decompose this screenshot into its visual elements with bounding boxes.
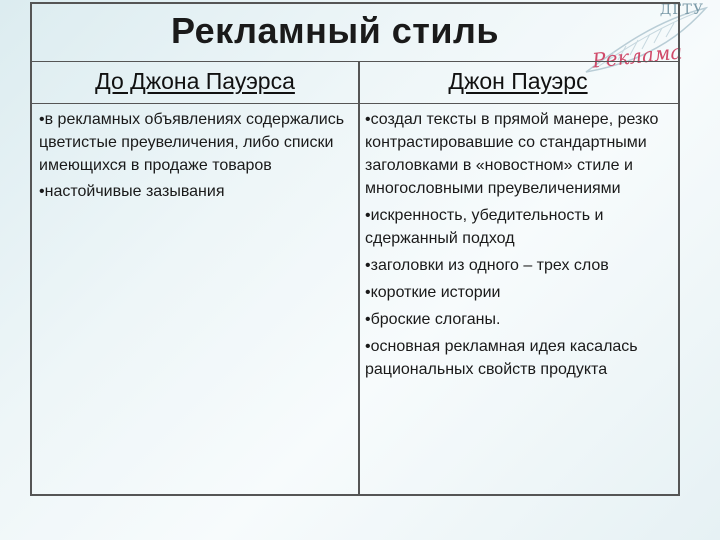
comparison-table [30, 2, 680, 496]
logo-org-text: ДГТУ [659, 2, 704, 18]
column-body-powers [365, 108, 675, 385]
slide-title: Рекламный стиль [170, 10, 500, 51]
bullet-item: •создал тексты в прямой манере, резко контрастировавшие со стандартными заголовками в «новостном» стиле и многословными преувеличениями [365, 111, 659, 197]
column-header-before-label: До Джона Пауэрса [95, 68, 295, 94]
column-header-powers-label: Джон Пауэрс [448, 68, 588, 94]
logo-brand-text: Реклама [590, 39, 684, 73]
column-header-powers [358, 68, 678, 95]
column-body-before [39, 108, 351, 206]
bullet-item: •настойчивые зазывания [39, 183, 225, 200]
bullet-item: •короткие истории [365, 284, 501, 301]
column-header-before [32, 68, 358, 95]
header-row [32, 62, 678, 104]
bullet-item: •заголовки из одного – трех слов [365, 257, 609, 274]
bullet-item: •в рекламных объявлениях содержались цветистые преувеличения, либо списки имеющихся в продаже товаров [39, 111, 345, 174]
column-divider [358, 62, 360, 496]
bullet-item: •броские слоганы. [365, 311, 501, 328]
bullet-item: •основная рекламная идея касалась рациональных свойств продукта [365, 338, 638, 378]
title-row [32, 4, 678, 62]
bullet-item: •искренность, убедительность и сдержанный подход [365, 207, 604, 247]
